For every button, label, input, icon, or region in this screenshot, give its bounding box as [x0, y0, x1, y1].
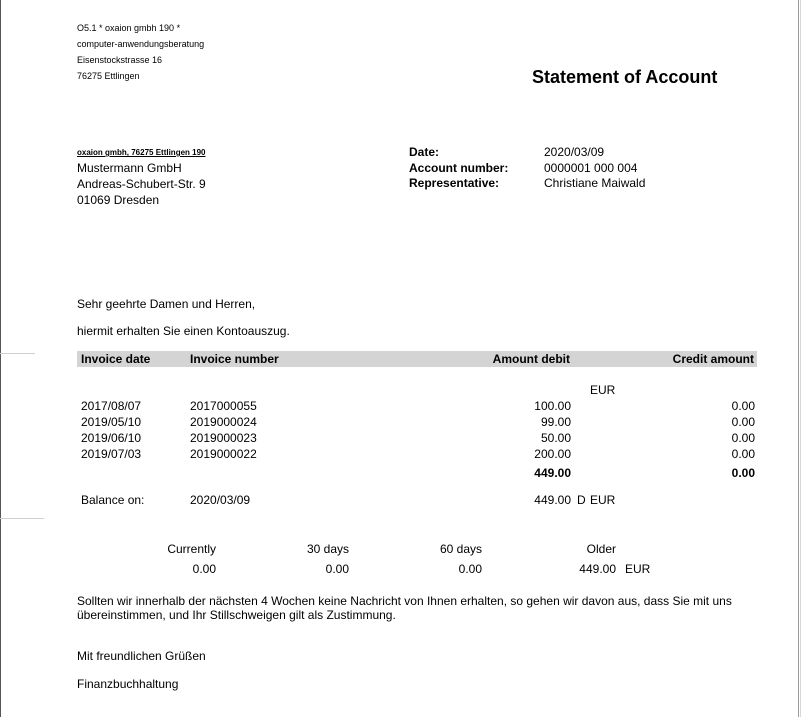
- notice-line-2: übereinstimmen, und Ihr Stillschweigen gilt als Zustimmung.: [77, 608, 396, 622]
- recipient-city: 01069 Dresden: [77, 193, 160, 207]
- balance-indicator: D: [577, 493, 586, 507]
- total-debit: 449.00: [534, 466, 571, 480]
- row-invoice-number: 2019000022: [190, 447, 257, 461]
- representative-value: Christiane Maiwald: [544, 176, 646, 190]
- row-invoice-number: 2017000055: [190, 399, 257, 413]
- balance-label: Balance on:: [81, 493, 145, 507]
- row-credit-amount: 0.00: [731, 415, 755, 429]
- date-value: 2020/03/09: [544, 145, 605, 159]
- header-invoice-number: Invoice number: [190, 352, 279, 366]
- row-invoice-number: 2019000023: [190, 431, 257, 445]
- row-invoice-number: 2019000024: [190, 415, 257, 429]
- row-credit-amount: 0.00: [731, 447, 755, 461]
- representative-label: Representative:: [409, 176, 500, 190]
- balance-amount: 449.00: [534, 493, 571, 507]
- notice-line-1: Sollten wir innerhalb der nächsten 4 Wochen keine Nachricht von Ihnen erhalten, so gehen wir davon aus, dass Sie mit uns: [77, 594, 732, 608]
- header-credit-amount: Credit amount: [672, 352, 754, 366]
- total-credit: 0.00: [731, 466, 755, 480]
- account-number-value: 0000001 000 004: [544, 161, 638, 175]
- sender-line-4: 76275 Ettlingen: [77, 71, 140, 81]
- intro-text: hiermit erhalten Sie einen Kontoauszug.: [77, 324, 290, 338]
- row-amount-debit: 99.00: [540, 415, 571, 429]
- sender-line-2: computer-anwendungsberatung: [77, 39, 205, 49]
- aging-value-60-days: 0.00: [458, 562, 482, 576]
- closing: Mit freundlichen Grüßen: [77, 649, 206, 663]
- greeting: Sehr geehrte Damen und Herren,: [77, 297, 256, 311]
- recipient-name: Mustermann GmbH: [77, 161, 182, 175]
- sender-line-1: O5.1 * oxaion gmbh 190 *: [77, 23, 181, 33]
- row-invoice-date: 2019/05/10: [81, 415, 142, 429]
- aging-currency: EUR: [625, 562, 651, 576]
- header-invoice-date: Invoice date: [81, 352, 151, 366]
- row-amount-debit: 100.00: [534, 399, 571, 413]
- department: Finanzbuchhaltung: [77, 677, 179, 691]
- account-number-label: Account number:: [409, 161, 509, 175]
- row-invoice-date: 2019/06/10: [81, 431, 142, 445]
- fold-mark-top: [0, 353, 35, 354]
- aging-header-older: Older: [586, 542, 616, 556]
- header-amount-debit: Amount debit: [492, 352, 570, 366]
- date-label: Date:: [409, 145, 440, 159]
- aging-value-older: 449.00: [579, 562, 616, 576]
- row-credit-amount: 0.00: [731, 399, 755, 413]
- page-left-border: [0, 0, 1, 717]
- row-amount-debit: 200.00: [534, 447, 571, 461]
- currency-label: EUR: [590, 383, 616, 397]
- aging-header-currently: Currently: [167, 542, 216, 556]
- row-invoice-date: 2019/07/03: [81, 447, 142, 461]
- row-invoice-date: 2017/08/07: [81, 399, 142, 413]
- page-right-border: [798, 0, 799, 717]
- row-amount-debit: 50.00: [540, 431, 571, 445]
- row-credit-amount: 0.00: [731, 431, 755, 445]
- recipient-street: Andreas-Schubert-Str. 9: [77, 177, 206, 191]
- aging-value-30-days: 0.00: [325, 562, 349, 576]
- balance-date: 2020/03/09: [190, 493, 251, 507]
- balance-currency: EUR: [590, 493, 616, 507]
- aging-value-currently: 0.00: [192, 562, 216, 576]
- fold-mark-bottom: [0, 518, 44, 519]
- document-title: Statement of Account: [532, 67, 718, 87]
- return-address: oxaion gmbh, 76275 Ettlingen 190: [77, 148, 206, 157]
- aging-header-60-days: 60 days: [439, 542, 482, 556]
- sender-line-3: Eisenstockstrasse 16: [77, 55, 163, 65]
- aging-header-30-days: 30 days: [306, 542, 349, 556]
